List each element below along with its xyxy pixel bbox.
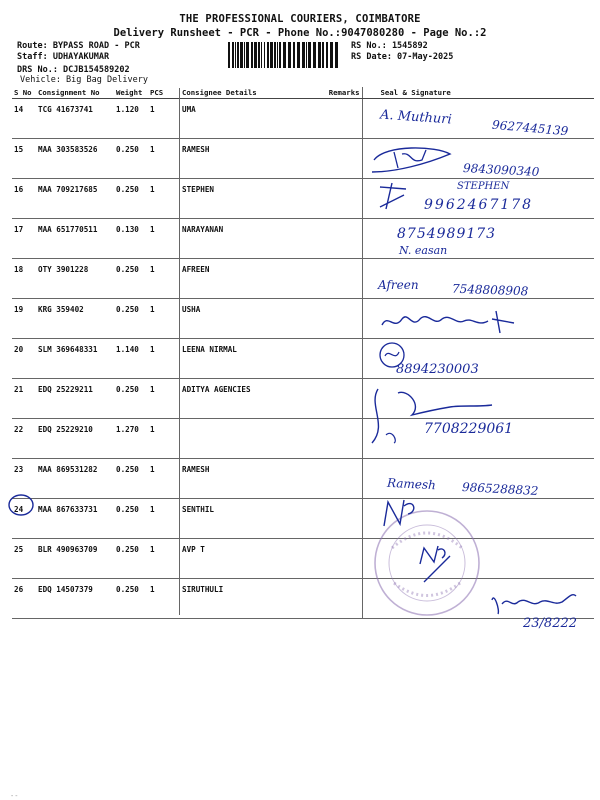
row-pcs: 1: [148, 459, 180, 499]
row-consignee: LEENA NIRMAL: [180, 339, 326, 379]
row-consignee: SENTHIL: [180, 499, 326, 539]
signature-26-mark: [488, 590, 580, 618]
signature-22-phone: 7708229061: [424, 421, 514, 437]
drs-number: DRS No.: DCJB154589202: [17, 65, 130, 75]
row-sno: 24: [12, 499, 36, 539]
column-divider: [179, 88, 180, 615]
row-remarks: [326, 499, 362, 539]
signature-26-date: 23/8222: [523, 616, 578, 631]
row-remarks: [326, 299, 362, 339]
signature-20-phone: 8894230003: [396, 362, 479, 377]
row-consignee: UMA: [180, 99, 326, 139]
row-consignment-no: MAA 867633731: [36, 499, 114, 539]
table-row: [12, 379, 594, 419]
row-pcs: 1: [148, 179, 180, 219]
row-sno: 17: [12, 219, 36, 259]
row-consignment-no: MAA 869531282: [36, 459, 114, 499]
row-consignment-no: MAA 709217685: [36, 179, 114, 219]
signature-17-phone: 8754989173: [397, 226, 497, 242]
signature-23-name: Ramesh: [386, 475, 437, 493]
row-weight: 0.250: [114, 579, 148, 619]
signature-17-name: N. easan: [399, 244, 448, 257]
signature-16-mark: [376, 181, 412, 211]
row-weight: 0.250: [114, 139, 148, 179]
row-consignment-no: EDQ 25229211: [36, 379, 114, 419]
row-consignee: [180, 419, 326, 459]
row-consignee: NARAYANAN: [180, 219, 326, 259]
row-remarks: [326, 99, 362, 139]
row-consignee: RAMESH: [180, 459, 326, 499]
row-consignment-no: OTY 3901228: [36, 259, 114, 299]
row-weight: 0.250: [114, 499, 148, 539]
row-sno: 14: [12, 99, 36, 139]
row-consignee: ADITYA AGENCIES: [180, 379, 326, 419]
rs-number: RS No.: 1545892: [351, 41, 428, 51]
row-consignment-no: MAA 651770511: [36, 219, 114, 259]
row-weight: 0.250: [114, 459, 148, 499]
row-pcs: 1: [148, 579, 180, 619]
row-pcs: 1: [148, 539, 180, 579]
signature-14-name: A. Muthuri: [379, 107, 453, 128]
row-consignment-no: BLR 490963709: [36, 539, 114, 579]
table-header-row: [12, 87, 594, 99]
row-consignment-no: SLM 369648331: [36, 339, 114, 379]
row-weight: 0.250: [114, 179, 148, 219]
signature-15-phone: 9843090340: [462, 161, 540, 179]
staff-label: Staff: UDHAYAKUMAR: [17, 52, 110, 62]
col-sno: S No: [12, 87, 36, 99]
row-pcs: 1: [148, 339, 180, 379]
scan-artifact: --: [10, 792, 19, 800]
signature-16-phone: 9962467178: [424, 197, 534, 213]
company-title: THE PROFESSIONAL COURIERS, COIMBATORE: [179, 13, 421, 25]
col-remarks: Remarks: [326, 87, 362, 99]
row-consignment-no: TCG 41673741: [36, 99, 114, 139]
row-remarks: [326, 459, 362, 499]
row-consignee: USHA: [180, 299, 326, 339]
row-weight: 0.250: [114, 539, 148, 579]
row-sno: 22: [12, 419, 36, 459]
row-pcs: 1: [148, 379, 180, 419]
row-sno: 19: [12, 299, 36, 339]
table-row: [12, 219, 594, 259]
row-consignment-no: MAA 303583526: [36, 139, 114, 179]
row-consignee: RAMESH: [180, 139, 326, 179]
row-consignee: AFREEN: [180, 259, 326, 299]
col-weight: Weight: [114, 87, 148, 99]
row-consignment-no: KRG 359402: [36, 299, 114, 339]
col-pcs: PCS: [148, 87, 180, 99]
signature-16-name: STEPHEN: [457, 181, 510, 192]
table-row: [12, 339, 594, 379]
row-sno: 16: [12, 179, 36, 219]
circled-row-mark: [6, 492, 36, 518]
row-weight: 0.250: [114, 259, 148, 299]
vehicle-label: Vehicle: Big Bag Delivery: [20, 75, 148, 85]
row-pcs: 1: [148, 499, 180, 539]
row-pcs: 1: [148, 299, 180, 339]
row-consignment-no: EDQ 25229210: [36, 419, 114, 459]
col-consignment: Consignment No: [36, 87, 114, 99]
runsheet-subtitle: Delivery Runsheet - PCR - Phone No.:9047080280 - Page No.:2: [113, 27, 487, 39]
row-weight: 0.130: [114, 219, 148, 259]
row-weight: 0.250: [114, 299, 148, 339]
row-weight: 1.120: [114, 99, 148, 139]
row-sno: 23: [12, 459, 36, 499]
col-signature: Seal & Signature: [362, 87, 594, 99]
row-remarks: [326, 259, 362, 299]
row-consignee: STEPHEN: [180, 179, 326, 219]
barcode: [228, 42, 342, 68]
row-weight: 1.270: [114, 419, 148, 459]
row-sno: 18: [12, 259, 36, 299]
signature-15-mark: [366, 142, 458, 178]
row-pcs: 1: [148, 419, 180, 459]
row-pcs: 1: [148, 259, 180, 299]
rs-date: RS Date: 07-May-2025: [351, 52, 454, 62]
row-sno: 25: [12, 539, 36, 579]
row-remarks: [326, 139, 362, 179]
row-sno: 15: [12, 139, 36, 179]
row-consignee: SIRUTHULI: [180, 579, 326, 619]
row-remarks: [326, 219, 362, 259]
row-remarks: [326, 379, 362, 419]
signature-18-name: Afreen: [378, 278, 419, 292]
signature-18-phone: 7548808908: [451, 281, 529, 299]
row-sno: 21: [12, 379, 36, 419]
row-consignee: AVP T: [180, 539, 326, 579]
row-remarks: [326, 419, 362, 459]
row-sno: 26: [12, 579, 36, 619]
col-consignee: Consignee Details: [180, 87, 326, 99]
row-remarks: [326, 539, 362, 579]
route-label: Route: BYPASS ROAD - PCR: [17, 41, 140, 51]
row-pcs: 1: [148, 99, 180, 139]
row-sno: 20: [12, 339, 36, 379]
row-weight: 0.250: [114, 379, 148, 419]
signature-19-mark: [378, 305, 524, 335]
table-row: [12, 499, 594, 539]
row-pcs: 1: [148, 219, 180, 259]
signature-14-phone: 9627445139: [491, 117, 569, 139]
row-remarks: [326, 579, 362, 619]
signature-23-phone: 9865288832: [461, 480, 539, 498]
table-row: [12, 539, 594, 579]
row-weight: 1.140: [114, 339, 148, 379]
row-consignment-no: EDQ 14507379: [36, 579, 114, 619]
row-remarks: [326, 179, 362, 219]
row-pcs: 1: [148, 139, 180, 179]
signature-22-mark: [368, 385, 498, 447]
row-remarks: [326, 339, 362, 379]
signature-24-mark: [378, 496, 422, 530]
signature-25-mark: [414, 542, 456, 588]
